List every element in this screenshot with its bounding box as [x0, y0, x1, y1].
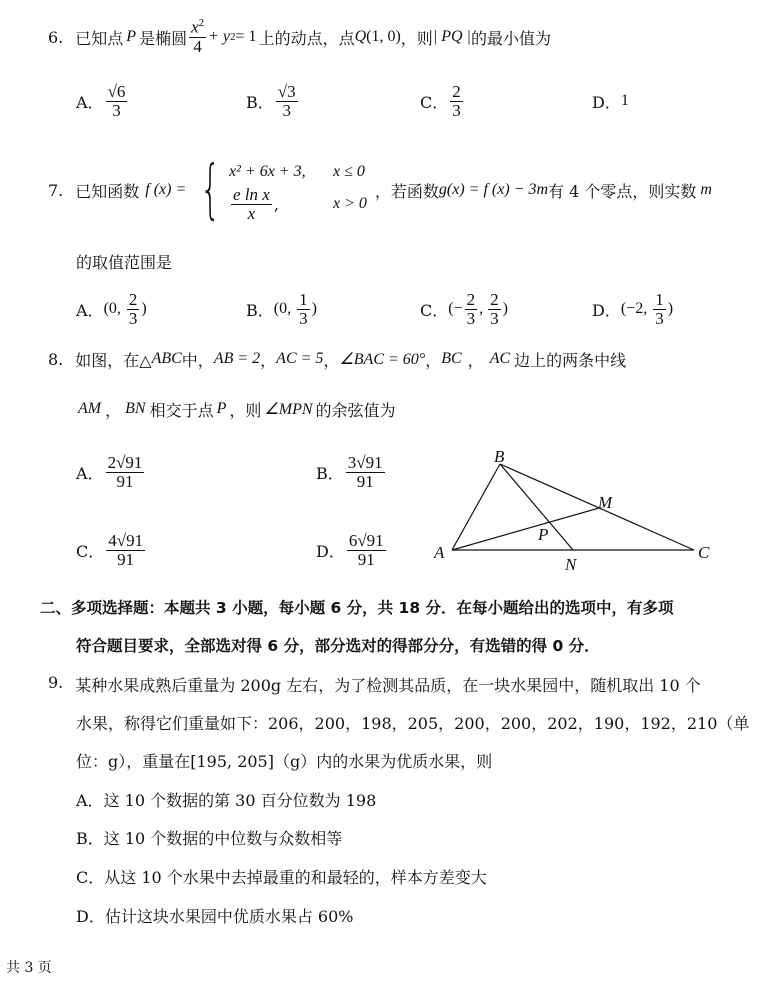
q8-number: 8. — [48, 349, 64, 369]
q8-stem-line2: AM ， BN 相交于点 P ，则 ∠MPN 的余弦值为 — [78, 400, 396, 420]
label-m: M — [598, 493, 613, 512]
q6-stem: 6. 已知点 P 是椭圆 $\frac{x^2}{4}$ + y 2 = 1 上的动点，点 Q (1, 0) ，则 | PQ | 的最小值为 — [48, 17, 551, 56]
q7-number: 7. — [48, 180, 64, 200]
q9-option-d: D． 估计这块水果园中优质水果占 60% — [76, 907, 354, 926]
side-bc — [500, 464, 694, 550]
side-ab — [452, 464, 500, 550]
label-n: N — [565, 555, 577, 574]
q9-line2: 水果，称得它们重量如下：206，200，198，205，200，200，202，190，192，210（单 — [76, 714, 750, 733]
q7-option-a: A． (0, $\frac{2}{3}$ ) — [76, 289, 147, 328]
q7-line2: 的取值范围是 — [76, 253, 173, 272]
section2-line1: 二、多项选择题：本题共 3 小题，每小题 6 分，共 18 分．在每小题给出的选项中，有多项 — [40, 599, 674, 617]
page-count: 共 3 页 — [6, 960, 52, 976]
q9-option-b: B． 这 10 个数据的中位数与众数相等 — [76, 829, 343, 848]
q6-ellipse-fraction: $\frac{x^2}{4}$ — [191, 17, 205, 56]
q6-number: 6. — [48, 27, 64, 47]
q8-triangle-figure — [428, 448, 728, 576]
q7-option-c: C． (− $\frac{2}{3}$ , $\frac{2}{3}$ ) — [420, 289, 508, 328]
q7-option-b: B． (0, $\frac{1}{3}$ ) — [246, 289, 317, 328]
label-b: B — [494, 448, 505, 466]
q8-option-d: D． $\frac{6√91}{91}$ — [316, 530, 384, 569]
label-c: C — [698, 543, 710, 562]
q7-brace: { — [200, 153, 221, 227]
q6-option-d: D． 1 — [592, 92, 629, 112]
q6-option-c: C． $\frac{2}{3}$ — [420, 81, 461, 120]
q9-option-a: A． 这 10 个数据的第 30 百分位数为 198 — [76, 791, 377, 810]
q6-option-a: A． $\frac{√6}{3}$ — [76, 81, 126, 120]
label-a: A — [434, 543, 445, 562]
q9-number: 9. — [48, 673, 64, 692]
q8-option-b: B． $\frac{3√91}{91}$ — [316, 452, 383, 491]
q9-option-c: C． 从这 10 个水果中去掉最重的和最轻的，样本方差变大 — [76, 868, 487, 887]
q8-option-c: C． $\frac{4√91}{91}$ — [76, 530, 144, 569]
q9-line3: 位：g），重量在[195, 205]（g）内的水果为优质水果，则 — [76, 752, 493, 771]
q7-stem: 7. 已知函数 f (x) = { x² + 6x + 3, x ≤ 0 $\frac{\text{e ln x}}{x}$ , x > 0 ，若函数 g(x) = f (x) − 3m 有 4 个零点，则实数 m — [48, 153, 712, 227]
section2-line2: 符合题目要求，全部选对得 6 分，部分选对的得部分分，有选错的得 0 分． — [76, 637, 600, 655]
q6-option-b: B． $\frac{√3}{3}$ — [246, 81, 296, 120]
q8-stem-line1: 8. 如图，在△ ABC 中， AB = 2 ， AC = 5 ， ∠BAC = 60° ， BC ， AC 边上的两条中线 — [48, 349, 627, 370]
median-bn — [500, 464, 573, 550]
label-p: P — [538, 525, 549, 544]
q7-piecewise: x² + 6x + 3, x ≤ 0 $\frac{\text{e ln x}}{x}$ , x > 0 — [229, 162, 367, 223]
median-am — [452, 508, 599, 550]
q9-line1: 9. 某种水果成熟后重量为 200g 左右，为了检测其品质，在一块水果园中，随机取出 10 个 — [48, 673, 701, 695]
q7-option-d: D． (−2, $\frac{1}{3}$ ) — [592, 289, 674, 328]
q8-option-a: A． $\frac{2√91}{91}$ — [76, 452, 143, 491]
